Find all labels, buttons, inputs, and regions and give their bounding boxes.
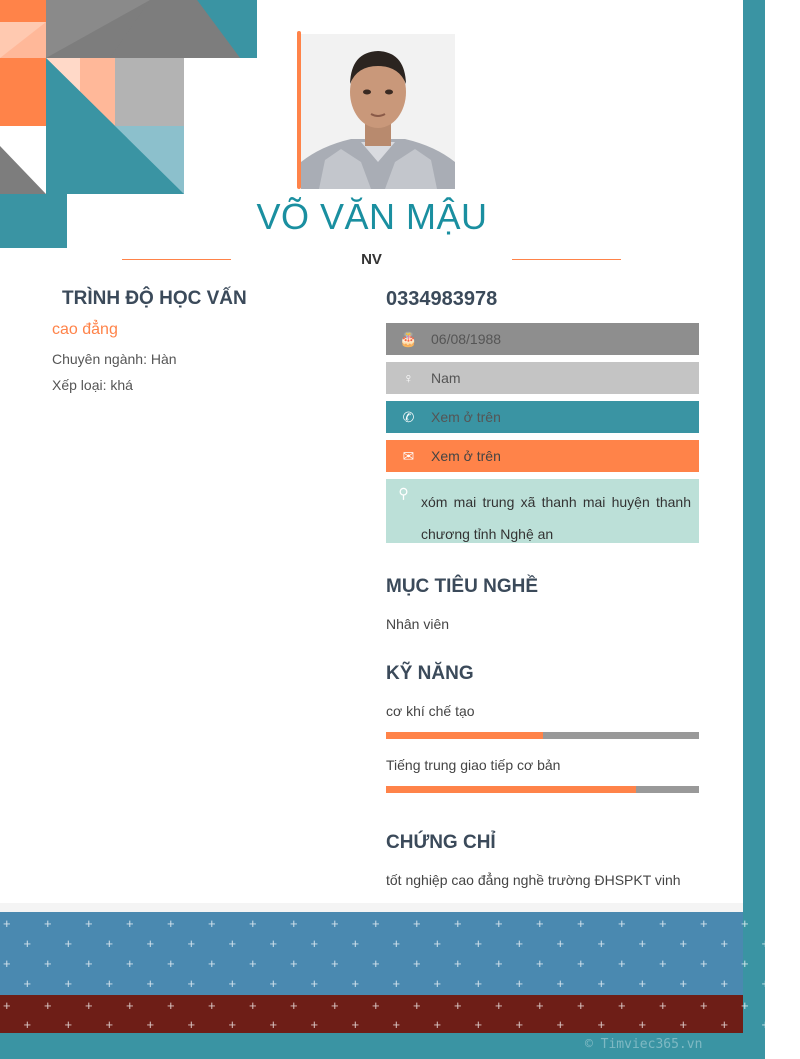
pattern-plus: + <box>208 916 216 931</box>
pattern-plus: + <box>372 916 380 931</box>
pattern-plus: + <box>474 976 483 991</box>
pattern-plus: + <box>515 1017 524 1032</box>
objective-heading: MỤC TIÊU NGHỀ <box>386 576 538 597</box>
avatar-frame <box>297 31 455 189</box>
pattern-plus: + <box>3 998 11 1013</box>
pattern-plus: + <box>556 1017 565 1032</box>
pattern-plus: + <box>269 936 278 951</box>
pattern-plus: + <box>700 998 708 1013</box>
pattern-plus: + <box>495 998 503 1013</box>
pattern-plus: + <box>126 956 134 971</box>
pattern-plus: + <box>351 936 360 951</box>
pattern-plus: + <box>85 998 93 1013</box>
pattern-plus: + <box>3 956 11 971</box>
pattern-plus: + <box>597 1017 606 1032</box>
education-major: Chuyên ngành: Hàn <box>52 351 177 367</box>
pattern-plus: + <box>44 956 52 971</box>
pattern-plus: + <box>44 998 52 1013</box>
footer-strip <box>0 903 743 912</box>
pattern-plus: + <box>351 976 360 991</box>
watermark: © Timviec365.vn <box>585 1037 703 1052</box>
pattern-plus: + <box>392 1017 401 1032</box>
pattern-plus: + <box>146 936 155 951</box>
pattern-plus: + <box>187 1017 196 1032</box>
pattern-plus: + <box>679 976 688 991</box>
pattern-plus: + <box>618 956 626 971</box>
pattern-plus: + <box>290 916 298 931</box>
pattern-plus: + <box>146 1017 155 1032</box>
pattern-plus: + <box>413 916 421 931</box>
pattern-plus: + <box>105 936 114 951</box>
pattern-plus: + <box>495 916 503 931</box>
pattern-plus: + <box>331 998 339 1013</box>
envelope-icon: ✉ <box>402 447 415 464</box>
birthday-cake-icon: 🎂 <box>399 330 418 347</box>
pattern-plus: + <box>577 956 585 971</box>
pattern-plus: + <box>433 1017 442 1032</box>
pattern-plus: + <box>741 998 749 1013</box>
education-rank: Xếp loại: khá <box>52 377 133 393</box>
phone-number: 0334983978 <box>386 288 498 310</box>
pattern-plus: + <box>249 916 257 931</box>
info-birthday <box>386 323 699 355</box>
pattern-plus: + <box>64 1017 73 1032</box>
pattern-plus: + <box>720 1017 729 1032</box>
candidate-position: NV <box>361 251 382 268</box>
skill-bar-fill <box>386 732 543 739</box>
certificates-text: tốt nghiệp cao đẳng nghề trường ĐHSPKT vinh <box>386 872 681 888</box>
pattern-plus: + <box>44 916 52 931</box>
skill-bar <box>386 732 699 739</box>
pattern-plus: + <box>536 998 544 1013</box>
pattern-plus: + <box>167 956 175 971</box>
education-heading: TRÌNH ĐỘ HỌC VẤN <box>62 288 247 309</box>
avatar <box>301 34 455 189</box>
pattern-plus: + <box>290 956 298 971</box>
pattern-plus: + <box>454 956 462 971</box>
pattern-plus: + <box>659 998 667 1013</box>
pattern-plus: + <box>372 998 380 1013</box>
pattern-plus: + <box>331 956 339 971</box>
pattern-plus: + <box>536 956 544 971</box>
info-email-value: Xem ở trên <box>431 448 501 464</box>
pattern-plus: + <box>228 976 237 991</box>
pattern-plus: + <box>597 976 606 991</box>
pattern-plus: + <box>720 936 729 951</box>
female-icon: ♀ <box>403 370 414 386</box>
pattern-plus: + <box>659 916 667 931</box>
pattern-plus: + <box>433 936 442 951</box>
pattern-plus: + <box>638 976 647 991</box>
pattern-plus: + <box>392 976 401 991</box>
pattern-plus: + <box>167 916 175 931</box>
pattern-plus: + <box>310 936 319 951</box>
phone-icon: ✆ <box>402 408 415 425</box>
pattern-plus: + <box>310 1017 319 1032</box>
certificates-heading: CHỨNG CHỈ <box>386 832 496 853</box>
info-birthday-value: 06/08/1988 <box>431 331 502 347</box>
candidate-name: VÕ VĂN MẬU <box>256 196 488 237</box>
pattern-plus: + <box>495 956 503 971</box>
pattern-plus: + <box>331 916 339 931</box>
pattern-plus: + <box>413 956 421 971</box>
pattern-plus: + <box>208 956 216 971</box>
divider-right <box>512 259 621 260</box>
pattern-plus: + <box>64 976 73 991</box>
pattern-plus: + <box>515 936 524 951</box>
education-school: cao đẳng <box>52 321 118 338</box>
pattern-plus: + <box>474 936 483 951</box>
pattern-plus: + <box>351 1017 360 1032</box>
pattern-plus: + <box>577 998 585 1013</box>
pattern-plus: + <box>700 956 708 971</box>
pattern-plus: + <box>433 976 442 991</box>
info-phone <box>386 401 699 433</box>
pattern-plus: + <box>23 976 32 991</box>
pattern-plus: + <box>126 916 134 931</box>
pattern-plus: + <box>105 976 114 991</box>
pattern-plus: + <box>310 976 319 991</box>
pattern-plus: + <box>249 998 257 1013</box>
pattern-plus: + <box>146 976 155 991</box>
pattern-plus: + <box>679 936 688 951</box>
pattern-plus: + <box>761 936 770 951</box>
pattern-plus: + <box>187 936 196 951</box>
pattern-plus: + <box>577 916 585 931</box>
pattern-plus: + <box>187 976 196 991</box>
info-gender <box>386 362 699 394</box>
pattern-plus: + <box>3 916 11 931</box>
footer-pattern-blue <box>0 912 770 995</box>
pattern-plus: + <box>679 1017 688 1032</box>
pattern-plus: + <box>659 956 667 971</box>
pattern-plus: + <box>618 916 626 931</box>
pattern-plus: + <box>536 916 544 931</box>
pattern-plus: + <box>372 956 380 971</box>
pattern-plus: + <box>638 1017 647 1032</box>
info-address-value: xóm mai trung xã thanh mai huyện thanh chương tỉnh Nghệ an <box>421 494 691 542</box>
pattern-plus: + <box>454 998 462 1013</box>
info-gender-value: Nam <box>431 370 461 386</box>
pattern-plus: + <box>761 1017 770 1032</box>
pattern-plus: + <box>392 936 401 951</box>
divider-left <box>122 259 231 260</box>
info-email <box>386 440 699 472</box>
footer-pattern-red <box>0 995 770 1033</box>
info-phone-value: Xem ở trên <box>431 409 501 425</box>
pattern-plus: + <box>556 976 565 991</box>
pattern-plus: + <box>556 936 565 951</box>
pattern-plus: + <box>700 916 708 931</box>
pattern-plus: + <box>515 976 524 991</box>
pattern-plus: + <box>720 976 729 991</box>
skill-bar-fill <box>386 786 636 793</box>
pattern-plus: + <box>741 956 749 971</box>
skill-name: Tiếng trung giao tiếp cơ bản <box>386 757 561 773</box>
pattern-plus: + <box>269 976 278 991</box>
pattern-plus: + <box>228 1017 237 1032</box>
pattern-plus: + <box>413 998 421 1013</box>
pattern-plus: + <box>638 936 647 951</box>
pattern-plus: + <box>126 998 134 1013</box>
pattern-plus: + <box>269 1017 278 1032</box>
pattern-plus: + <box>761 976 770 991</box>
pattern-plus: + <box>23 936 32 951</box>
pattern-plus: + <box>618 998 626 1013</box>
pattern-plus: + <box>741 916 749 931</box>
pattern-plus: + <box>249 956 257 971</box>
pattern-plus: + <box>85 916 93 931</box>
pattern-plus: + <box>290 998 298 1013</box>
pattern-plus: + <box>64 936 73 951</box>
skill-bar <box>386 786 699 793</box>
pattern-plus: + <box>597 936 606 951</box>
info-address <box>386 479 699 543</box>
pattern-plus: + <box>228 936 237 951</box>
pattern-plus: + <box>105 1017 114 1032</box>
pattern-plus: + <box>208 998 216 1013</box>
pattern-plus: + <box>454 916 462 931</box>
pattern-plus: + <box>474 1017 483 1032</box>
objective-text: Nhân viên <box>386 616 450 632</box>
skills-heading: KỸ NĂNG <box>386 663 474 684</box>
pattern-plus: + <box>23 1017 32 1032</box>
right-border-band <box>743 0 765 1059</box>
pattern-plus: + <box>85 956 93 971</box>
map-marker-icon: ⚲ <box>398 485 409 501</box>
skill-name: cơ khí chế tạo <box>386 703 475 719</box>
pattern-plus: + <box>167 998 175 1013</box>
